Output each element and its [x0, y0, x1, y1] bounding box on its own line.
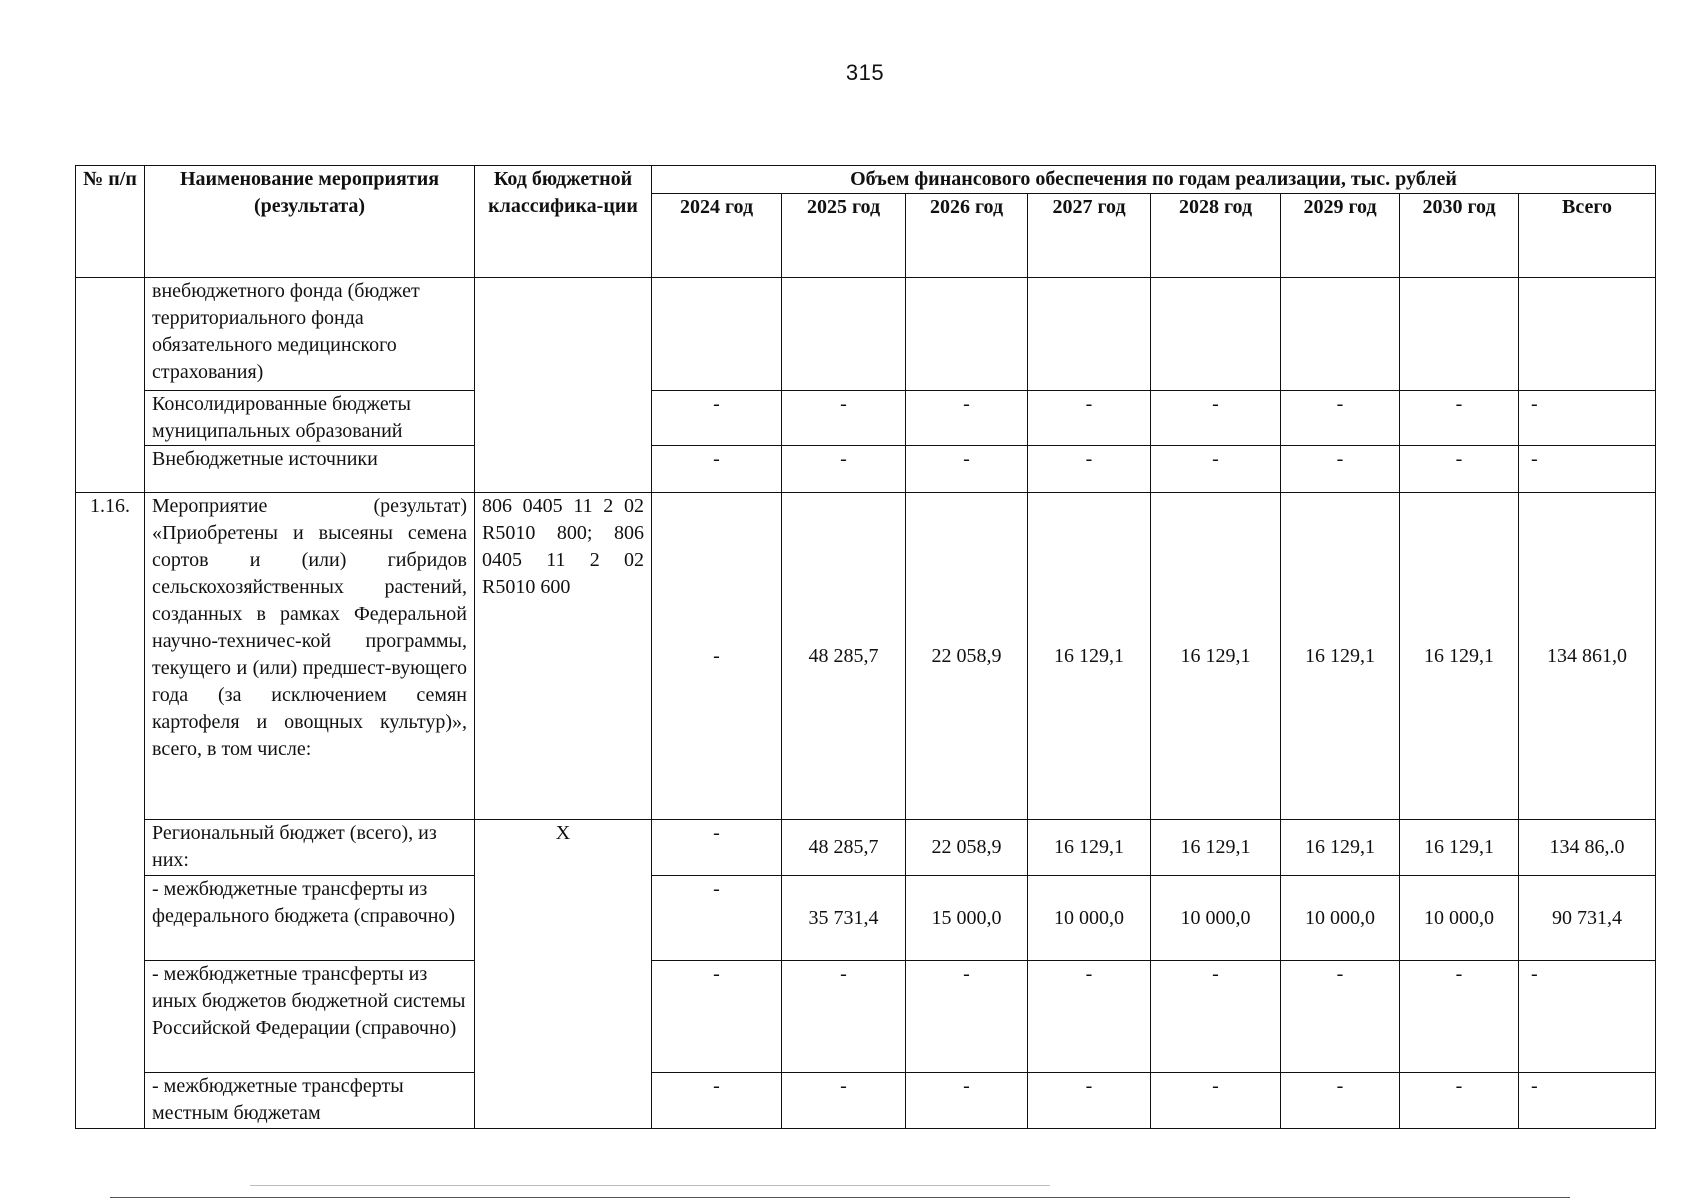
value-cell: - [652, 1073, 782, 1129]
table-row [76, 493, 1656, 820]
header-row-1 [76, 166, 1656, 194]
local-transfers-name: - межбюджетные трансферты местным бюджетам [145, 1073, 475, 1129]
value-cell: - [652, 961, 782, 1073]
item-name: Мероприятие (результат) «Приобретены и высеяны семена сортов и (или) гибридов сельскохозяйственных растений, созданных в рамках Федеральной научно-техничес-кой программы, текущего и (или) предшест-вующего года (за исключением семян картофеля и овощных культур)», всего, в том числе: [145, 493, 475, 820]
value-cell: - [1151, 446, 1281, 493]
header-code: Код бюджетной классифика-ции [475, 166, 652, 278]
extrabudget-sources-name: Внебюджетные источники [145, 446, 475, 493]
value-cell: - [782, 961, 906, 1073]
federal-transfers-name: - межбюджетные трансферты из федерального бюджета (справочно) [145, 876, 475, 961]
financing-table [75, 165, 1656, 1129]
value-cell: 16 129,1 [1400, 820, 1519, 876]
value-cell: - [1281, 961, 1400, 1073]
value-cell: 16 129,1 [1400, 493, 1519, 820]
value-cell: - [652, 446, 782, 493]
header-year-2027: 2027 год [1028, 194, 1151, 278]
value-cell: - [652, 493, 782, 820]
item-code: 806 0405 11 2 02 R5010 800; 806 0405 11 2 02 R5010 600 [475, 493, 652, 820]
header-year-2029: 2029 год [1281, 194, 1400, 278]
value-cell: 134 861,0 [1519, 493, 1656, 820]
value-cell: - [1400, 391, 1519, 446]
value-cell: - [1400, 1073, 1519, 1129]
value-cell: 134 86,.0 [1519, 820, 1656, 876]
regional-budget-code: Х [475, 820, 652, 1129]
value-cell: 10 000,0 [1151, 876, 1281, 961]
header-year-2024: 2024 год [652, 194, 782, 278]
value-cell: 16 129,1 [1281, 493, 1400, 820]
table-row [76, 876, 1656, 961]
header-year-2028: 2028 год [1151, 194, 1281, 278]
value-cell: - [1519, 446, 1656, 493]
value-cell: - [652, 820, 782, 876]
continuation-tfoms-name: внебюджетного фонда (бюджет территориального фонда обязательного медицинского страхования) [145, 278, 475, 391]
bottom-rule [110, 1197, 1570, 1198]
table-row [76, 1073, 1656, 1129]
value-cell: 48 285,7 [782, 493, 906, 820]
regional-budget-name: Региональный бюджет (всего), из них: [145, 820, 475, 876]
value-cell: - [1400, 961, 1519, 1073]
other-transfers-name: - межбюджетные трансферты из иных бюджетов бюджетной системы Российской Федерации (справочно) [145, 961, 475, 1073]
continuation-code-cell [475, 278, 652, 493]
table-row [76, 278, 1656, 391]
value-cell: 10 000,0 [1281, 876, 1400, 961]
table-row [76, 820, 1656, 876]
value-cell: - [906, 446, 1028, 493]
value-cell: - [1151, 961, 1281, 1073]
value-cell: - [1281, 391, 1400, 446]
value-cell: 15 000,0 [906, 876, 1028, 961]
value-cell: - [1519, 961, 1656, 1073]
value-cell: 16 129,1 [1028, 820, 1151, 876]
continuation-number-cell [76, 278, 145, 493]
value-cell: 16 129,1 [1028, 493, 1151, 820]
value-cell: 10 000,0 [1400, 876, 1519, 961]
header-year-2026: 2026 год [906, 194, 1028, 278]
header-year-2025: 2025 год [782, 194, 906, 278]
scan-line [250, 1185, 1050, 1186]
value-cell: - [1028, 391, 1151, 446]
value-cell: 10 000,0 [1028, 876, 1151, 961]
page-number: 315 [845, 60, 885, 85]
value-cell: - [1028, 961, 1151, 1073]
header-volume: Объем финансового обеспечения по годам реализации, тыс. рублей [652, 166, 1656, 194]
header-name: Наименование мероприятия (результата) [145, 166, 475, 278]
municipal-budgets-name: Консолидированные бюджеты муниципальных образований [145, 391, 475, 446]
value-cell: - [906, 961, 1028, 1073]
table-row [76, 391, 1656, 446]
value-cell: 22 058,9 [906, 493, 1028, 820]
table-row [76, 446, 1656, 493]
value-cell: - [1281, 446, 1400, 493]
value-cell: - [1519, 391, 1656, 446]
value-cell: 16 129,1 [1151, 820, 1281, 876]
value-cell: 16 129,1 [1151, 493, 1281, 820]
header-total: Всего [1519, 194, 1656, 278]
value-cell: - [1519, 1073, 1656, 1129]
value-cell: - [1281, 1073, 1400, 1129]
value-cell: - [906, 391, 1028, 446]
value-cell: 48 285,7 [782, 820, 906, 876]
header-number: № п/п [76, 166, 145, 278]
value-cell: - [1028, 1073, 1151, 1129]
value-cell: - [652, 876, 782, 961]
value-cell: 35 731,4 [782, 876, 906, 961]
value-cell: 16 129,1 [1281, 820, 1400, 876]
value-cell: - [1028, 446, 1151, 493]
item-number: 1.16. [76, 493, 145, 1129]
value-cell: - [782, 446, 906, 493]
value-cell: - [652, 391, 782, 446]
value-cell: 90 731,4 [1519, 876, 1656, 961]
value-cell: - [782, 1073, 906, 1129]
value-cell: 22 058,9 [906, 820, 1028, 876]
value-cell: - [1151, 1073, 1281, 1129]
table-row [76, 961, 1656, 1073]
header-year-2030: 2030 год [1400, 194, 1519, 278]
value-cell: - [1151, 391, 1281, 446]
value-cell: - [1400, 446, 1519, 493]
value-cell: - [782, 391, 906, 446]
value-cell: - [906, 1073, 1028, 1129]
